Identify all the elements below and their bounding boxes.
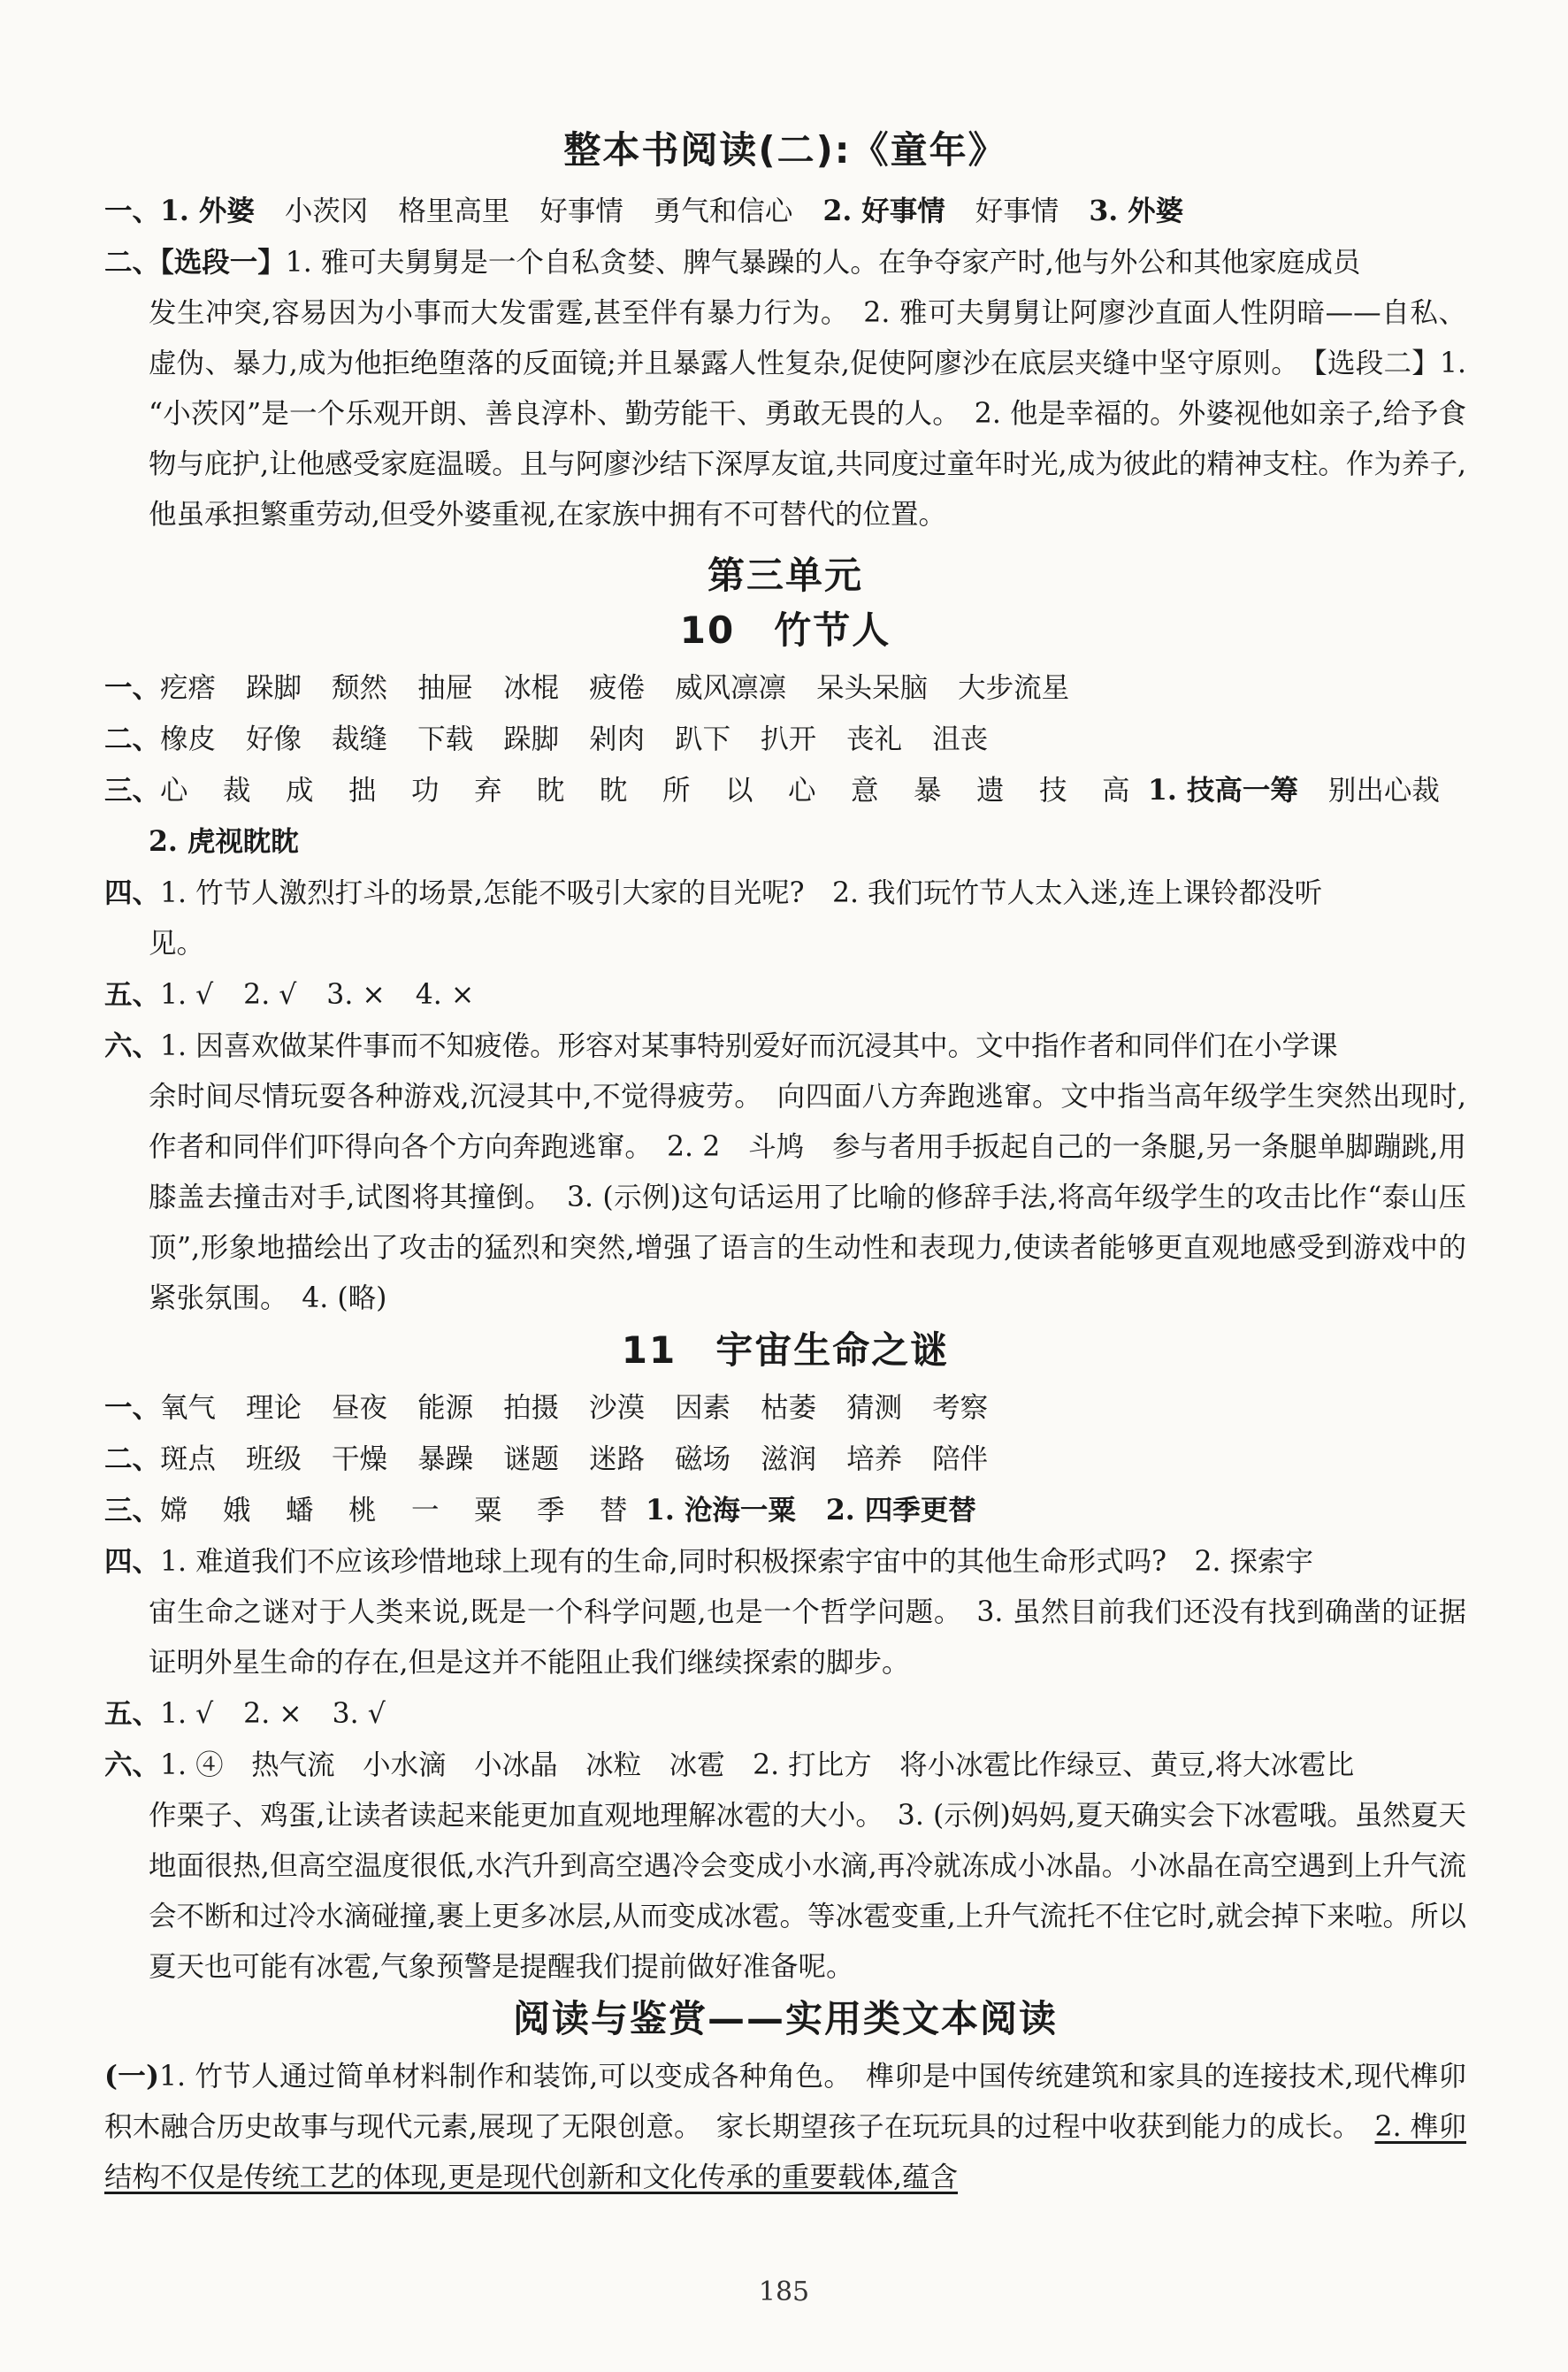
answer-item: 班级 [246,1443,302,1475]
answer-item: 呆头呆脑 [816,672,929,704]
lesson-number: 10 [679,608,736,652]
answer-item: 好像 [246,723,302,755]
answer-char: 眈 [600,775,628,807]
answer-char: 嫦 [160,1495,188,1526]
answer-char: 裁 [223,775,251,807]
answer-item: 3. 外婆 [1089,195,1184,227]
answer-item: 橡皮 [160,723,217,755]
answer-item: 格里高里 [398,195,510,227]
answer-char: 一 [411,1495,440,1526]
answer-item: 2. × [243,1698,302,1730]
answer-char: 高 [1102,775,1130,807]
answer-char: 桃 [348,1495,377,1526]
answer-char: 所 [662,775,691,807]
unit-title: 第三单元 [707,554,863,597]
answer-item: 理论 [246,1392,302,1424]
answer-item: 好事情 [539,195,623,227]
answer-char: 功 [411,775,440,807]
lesson-name: 竹节人 [774,608,891,652]
l11-q2 [104,1434,1466,1485]
answer-char: 季 [537,1495,565,1526]
answer-char: 眈 [537,775,565,807]
lesson-title-10 [104,604,1466,662]
answer-item: 1. 技高一筹 [1148,774,1298,807]
answer-char: 心 [788,775,816,807]
l11-q6-continued: 作栗子、鸡蛋,让读者读起来能更加直观地理解冰雹的大小。 3. (示例)妈妈,夏天确实会下冰雹哦。虽然夏天地面很热,但高空温度很低,水汽升到高空遇冷会变成小水滴,再冷就冻成小冰晶。小冰晶在高空遇到上升气流会不断和过冷水滴碰撞,裹上更多冰层,从而变成冰雹。等冰雹变重,上升气流托不住它时,就会掉下来啦。所以夏天也可能有冰雹,气象预警是提醒我们提前做好准备呢。 [149,1800,1466,1983]
reading-q1 [104,2051,1466,2203]
answer-item: 别出心裁 [1327,775,1440,807]
answer-char: 弃 [474,775,502,807]
question-number: 一、 [104,671,161,704]
answer-item: 2. √ [243,979,297,1011]
answer-item: 2. 四季更替 [825,1494,976,1526]
book-q2-continued: 发生冲突,容易因为小事而大发雷霆,甚至伴有暴力行为。 2. 雅可夫舅舅让阿廖沙直面人性阴暗——自私、虚伪、暴力,成为他拒绝堕落的反面镜;并且暴露人性复杂,促使阿廖沙在底层夹缝中坚守原则。 【选段二】1. “小茨冈”是一个乐观开朗、善良淳朴、勤劳能干、勇敢无畏的人。 2. 他是幸福的。外婆视他如亲子,给予食物与庇护,让他感受家庭温暖。且与阿廖沙结下深厚友谊,共同度过童年时光,成为彼此的精神支柱。作为养子,他虽承担繁重劳动,但受外婆重视,在家族中拥有不可替代的位置。 [149,297,1466,531]
answer-item: 裁缝 [332,723,388,755]
answer-char: 娥 [223,1495,251,1526]
answer-item: 斑点 [160,1443,217,1475]
question-number: 四、 [104,1545,161,1578]
answer-char: 替 [600,1495,628,1526]
answer-item: 跺脚 [503,723,560,755]
answer-item: 3. √ [332,1698,386,1730]
answer-item: 颓然 [332,672,388,704]
question-number: 一、 [104,195,161,227]
l11-q1 [104,1382,1466,1434]
l10-q6-continued: 余时间尽情玩耍各种游戏,沉浸其中,不觉得疲劳。 向四面八方奔跑逃窜。文中指当高年级学生突然出现时,作者和同伴们吓得向各个方向奔跑逃窜。 2. 2 斗鸠 参与者用手扳起自己的一条腿,另一条腿单脚蹦跳,用膝盖去撞击对手,试图将其撞倒。 3. (示例)这句话运用了比喻的修辞手法,将高年级学生的攻击比作“泰山压顶”,形象地描绘出了攻击的猛烈和突然,增强了语言的生动性和表现力,使读者能够更直观地感受到游戏中的紧张氛围。 4. (略) [149,1081,1466,1314]
answer-item: 小茨冈 [284,195,369,227]
answer-item: 沙漠 [589,1392,646,1424]
section-title-book: 整本书阅读(二):《童年》 [563,128,1007,172]
question-number: 二、【选段一】 [104,246,286,279]
answer-char: 成 [286,775,314,807]
answer-char: 遗 [976,775,1005,807]
answer-item: 滋润 [761,1443,817,1475]
answer-item: 趴下 [675,723,731,755]
question-number: 三、 [104,1494,161,1526]
answer-item: 1. √ [160,979,214,1011]
l10-q2 [104,714,1466,765]
page-number: 185 [758,2276,810,2307]
l11-q3 [104,1485,1466,1536]
answer-item: 猜测 [846,1392,903,1424]
answer-item: 下载 [417,723,474,755]
answer-item: 1. √ [160,1698,214,1730]
answer-item: 磁场 [675,1443,731,1475]
answer-char: 粟 [474,1495,502,1526]
answer-text: 1. ④ 热气流 小水滴 小冰晶 冰粒 冰雹 2. 打比方 将小冰雹比作绿豆、黄豆,将大冰雹比 [160,1749,1355,1781]
answer-item: 拍摄 [503,1392,560,1424]
answer-item: 昼夜 [332,1392,388,1424]
l10-q5 [104,969,1466,1021]
answer-text: 1. 因喜欢做某件事而不知疲倦。形容对某事特别爱好而沉浸其中。文中指作者和同伴们在小学课 [160,1030,1338,1062]
question-number: 五、 [104,1697,161,1730]
l11-q5 [104,1688,1466,1740]
answer-char: 蟠 [286,1495,314,1526]
answer-item: 沮丧 [932,723,989,755]
l10-q4-continued: 见。 [149,928,205,960]
l11-q4-continued: 宙生命之谜对于人类来说,既是一个科学问题,也是一个哲学问题。 3. 虽然目前我们还没有找到确凿的证据证明外星生命的存在,但是这并不能阻止我们继续探索的脚步。 [149,1596,1466,1679]
lesson-title-11 [104,1324,1466,1382]
question-number: (一) [104,2060,159,2093]
answer-item: 4. × [415,979,475,1011]
l10-q3 [104,765,1466,816]
answer-item: 谜题 [503,1443,560,1475]
question-number: 二、 [104,723,161,755]
book-q2 [104,237,1466,288]
answer-item: 好事情 [975,195,1059,227]
answer-item: 跺脚 [246,672,302,704]
answer-item: 培养 [846,1443,903,1475]
answer-item: 1. 沧海一粟 [646,1494,796,1526]
answer-item: 1. 外婆 [160,195,255,227]
lesson-number: 11 [621,1328,677,1372]
answer-char: 以 [725,775,753,807]
answer-item: 冰棍 [503,672,560,704]
answer-item: 扒开 [761,723,817,755]
underlined-answer: 2. 榫卯结构不仅是传统工艺的体现,更是现代创新和文化传承的重要载体,蕴含 [104,2111,1466,2193]
answer-text: 1. 竹节人通过简单材料制作和装饰,可以变成各种角色。 榫卯是中国传统建筑和家具的连接技术,现代榫卯积木融合历史故事与现代元素,展现了无限创意。 家长期望孩子在玩玩具的过程中收获到能力的成长。 [104,2061,1466,2143]
question-number: 一、 [104,1391,161,1424]
answer-text: 1. 竹节人激烈打斗的场景,怎能不吸引大家的目光呢? 2. 我们玩竹节人太入迷,连上课铃都没听 [160,877,1323,909]
answer-item: 迷路 [589,1443,646,1475]
answer-item: 大步流星 [958,672,1070,704]
answer-item: 陪伴 [932,1443,989,1475]
answer-item: 丧礼 [846,723,903,755]
l11-q6 [104,1740,1466,1791]
answer-item: 考察 [932,1392,989,1424]
answer-char: 意 [851,775,879,807]
answer-page [104,124,1466,2203]
answer-item: 威风凛凛 [675,672,787,704]
answer-item: 干燥 [332,1443,388,1475]
question-number: 四、 [104,876,161,909]
answer-item: 能源 [417,1392,474,1424]
l11-q4 [104,1536,1466,1588]
answer-item: 剁肉 [589,723,646,755]
answer-item: 2. 虎视眈眈 [149,825,299,858]
l10-q6 [104,1021,1466,1072]
book-q1 [104,186,1466,237]
question-number: 三、 [104,774,161,807]
section-title-reading: 阅读与鉴赏——实用类文本阅读 [512,1997,1058,2040]
answer-item: 枯萎 [761,1392,817,1424]
answer-item: 氧气 [160,1392,217,1424]
answer-text: 1. 雅可夫舅舅是一个自私贪婪、脾气暴躁的人。在争夺家产时,他与外公和其他家庭成员 [285,247,1361,279]
question-number: 二、 [104,1442,161,1475]
l10-q1 [104,662,1466,714]
l10-q3-continued [104,816,1466,868]
l10-q4 [104,868,1466,919]
answer-item: 疲倦 [589,672,646,704]
answer-item: 疙瘩 [160,672,217,704]
answer-item: 暴躁 [417,1443,474,1475]
answer-char: 心 [160,775,188,807]
answer-item: 因素 [675,1392,731,1424]
question-number: 六、 [104,1748,161,1781]
answer-item: 3. × [326,979,386,1011]
answer-text: 1. 难道我们不应该珍惜地球上现有的生命,同时积极探索宇宙中的其他生命形式吗? 2. 探索宇 [160,1546,1314,1578]
answer-item: 抽屉 [417,672,474,704]
answer-item: 2. 好事情 [822,195,945,227]
lesson-name: 宇宙生命之谜 [715,1328,950,1372]
question-number: 六、 [104,1029,161,1062]
question-number: 五、 [104,978,161,1011]
answer-item: 勇气和信心 [653,195,793,227]
answer-char: 技 [1039,775,1067,807]
answer-char: 暴 [914,775,942,807]
answer-char: 拙 [348,775,377,807]
